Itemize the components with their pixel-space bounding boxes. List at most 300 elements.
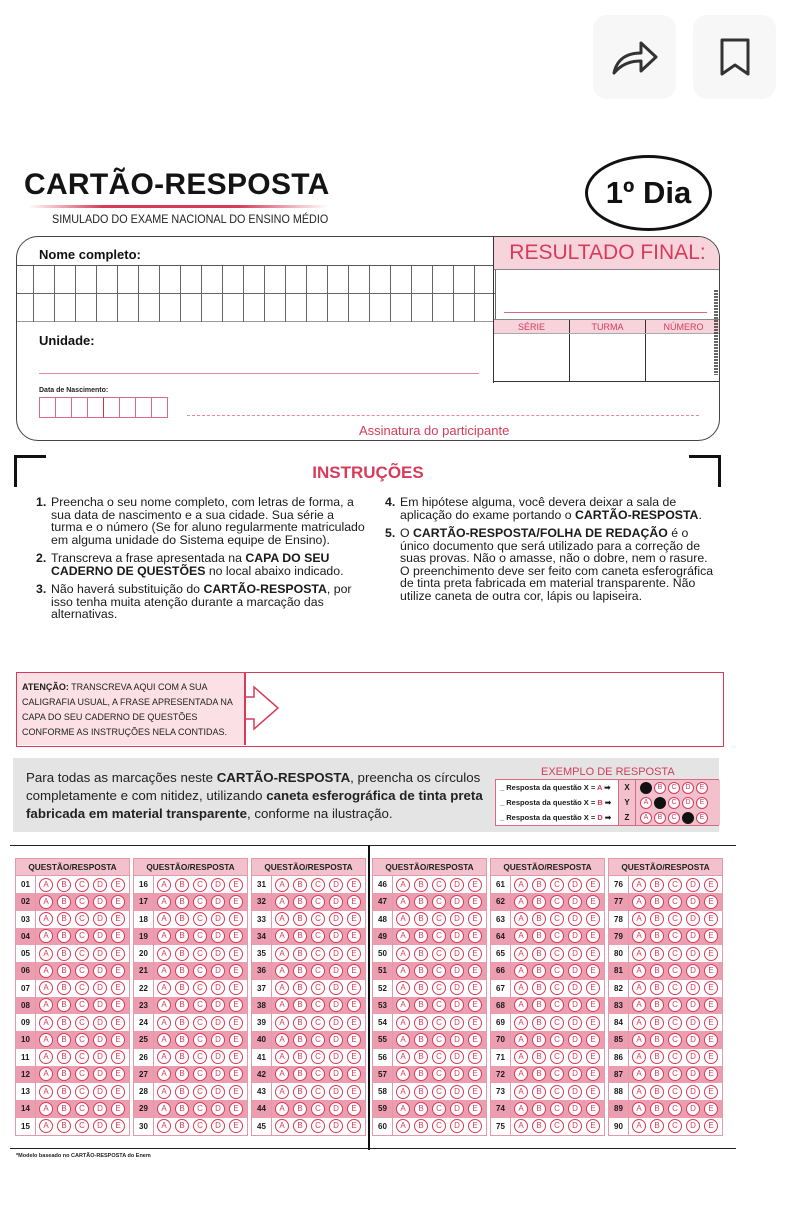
answer-bubble-d[interactable]: D [568, 1067, 582, 1081]
answer-bubble-e[interactable]: E [111, 912, 125, 926]
answer-bubble-c[interactable]: C [193, 964, 207, 978]
answer-bubble-e[interactable]: E [704, 1016, 718, 1030]
answer-bubble-c[interactable]: C [668, 964, 682, 978]
name-letter-box[interactable] [244, 294, 265, 322]
answer-bubble-b[interactable]: B [175, 1033, 189, 1047]
answer-bubble-d[interactable]: D [568, 981, 582, 995]
answer-bubble-a[interactable]: A [514, 981, 528, 995]
answer-bubble-d[interactable]: D [450, 895, 464, 909]
answer-bubble-e[interactable]: E [347, 912, 361, 926]
answer-bubble-b[interactable]: B [650, 1085, 664, 1099]
answer-bubble-b[interactable]: B [650, 1119, 664, 1133]
answer-bubble-e[interactable]: E [229, 1067, 243, 1081]
answer-bubble-b[interactable]: B [293, 998, 307, 1012]
answer-bubble-a[interactable]: A [632, 1016, 646, 1030]
answer-bubble-b[interactable]: B [57, 981, 71, 995]
answer-bubble-a[interactable]: A [396, 1016, 410, 1030]
answer-bubble-d[interactable]: D [568, 929, 582, 943]
answer-bubble-c[interactable]: C [668, 1085, 682, 1099]
answer-bubble-e[interactable]: E [586, 947, 600, 961]
name-letter-box[interactable] [55, 266, 76, 294]
answer-bubble-e[interactable]: E [111, 929, 125, 943]
dob-box[interactable] [151, 397, 168, 418]
name-letter-box[interactable] [349, 266, 370, 294]
answer-bubble-a[interactable]: A [275, 947, 289, 961]
answer-bubble-a[interactable]: A [514, 1085, 528, 1099]
answer-bubble-e[interactable]: E [111, 1119, 125, 1133]
name-letter-box[interactable] [391, 294, 412, 322]
answer-bubble-e[interactable]: E [704, 1119, 718, 1133]
answer-bubble-e[interactable]: E [704, 878, 718, 892]
answer-bubble-b[interactable]: B [650, 912, 664, 926]
answer-bubble-c[interactable]: C [311, 895, 325, 909]
answer-bubble-c[interactable]: C [75, 1016, 89, 1030]
name-letter-box[interactable] [34, 266, 55, 294]
answer-bubble-b[interactable]: B [532, 1102, 546, 1116]
answer-bubble-a[interactable]: A [396, 1119, 410, 1133]
answer-bubble-d[interactable]: D [450, 1016, 464, 1030]
answer-bubble-a[interactable]: A [39, 947, 53, 961]
answer-bubble-b[interactable]: B [532, 929, 546, 943]
answer-bubble-b[interactable]: B [57, 929, 71, 943]
answer-bubble-d[interactable]: D [450, 1050, 464, 1064]
answer-bubble-a[interactable]: A [39, 895, 53, 909]
answer-bubble-d[interactable]: D [568, 964, 582, 978]
answer-bubble-d[interactable]: D [329, 895, 343, 909]
answer-bubble-c[interactable]: C [193, 895, 207, 909]
dob-input-boxes[interactable] [39, 397, 167, 418]
answer-bubble-d[interactable]: D [686, 1119, 700, 1133]
answer-bubble-c[interactable]: C [550, 947, 564, 961]
answer-bubble-d[interactable]: D [686, 1033, 700, 1047]
answer-bubble-b[interactable]: B [532, 1085, 546, 1099]
answer-bubble-a[interactable]: A [39, 1067, 53, 1081]
answer-bubble-d[interactable]: D [211, 895, 225, 909]
answer-bubble-e[interactable]: E [468, 895, 482, 909]
answer-bubble-a[interactable]: A [396, 1102, 410, 1116]
name-letter-box[interactable] [265, 294, 286, 322]
answer-bubble-e[interactable]: E [468, 1016, 482, 1030]
answer-bubble-e[interactable]: E [347, 981, 361, 995]
answer-bubble-d[interactable]: D [93, 1067, 107, 1081]
answer-bubble-a[interactable]: A [514, 1050, 528, 1064]
answer-bubble-c[interactable]: C [193, 1016, 207, 1030]
answer-bubble-c[interactable]: C [550, 998, 564, 1012]
answer-bubble-d[interactable]: D [211, 981, 225, 995]
answer-bubble-d[interactable]: D [686, 1102, 700, 1116]
answer-bubble-d[interactable]: D [450, 1067, 464, 1081]
answer-bubble-c[interactable]: C [432, 964, 446, 978]
answer-bubble-b[interactable]: B [293, 1067, 307, 1081]
answer-bubble-a[interactable]: A [514, 1033, 528, 1047]
answer-bubble-d[interactable]: D [329, 1119, 343, 1133]
answer-bubble-e[interactable]: E [111, 964, 125, 978]
answer-bubble-b[interactable]: B [175, 895, 189, 909]
answer-bubble-d[interactable]: D [568, 1119, 582, 1133]
answer-bubble-e[interactable]: E [586, 1050, 600, 1064]
answer-bubble-b[interactable]: B [532, 895, 546, 909]
answer-bubble-b[interactable]: B [532, 998, 546, 1012]
answer-bubble-a[interactable]: A [632, 912, 646, 926]
answer-bubble-a[interactable]: A [157, 912, 171, 926]
answer-bubble-e[interactable]: E [586, 964, 600, 978]
answer-bubble-d[interactable]: D [450, 1033, 464, 1047]
answer-bubble-e[interactable]: E [468, 947, 482, 961]
answer-bubble-b[interactable]: B [532, 1016, 546, 1030]
answer-bubble-b[interactable]: B [414, 1016, 428, 1030]
answer-bubble-d[interactable]: D [93, 912, 107, 926]
answer-bubble-c[interactable]: C [550, 1119, 564, 1133]
answer-bubble-c[interactable]: C [550, 929, 564, 943]
answer-bubble-b[interactable]: B [57, 1016, 71, 1030]
answer-bubble-a[interactable]: A [514, 1102, 528, 1116]
answer-bubble-d[interactable]: D [93, 947, 107, 961]
answer-bubble-d[interactable]: D [329, 947, 343, 961]
answer-bubble-e[interactable]: E [704, 1085, 718, 1099]
answer-bubble-d[interactable]: D [568, 947, 582, 961]
answer-bubble-e[interactable]: E [111, 878, 125, 892]
answer-bubble-b[interactable]: B [414, 1085, 428, 1099]
answer-bubble-c[interactable]: C [193, 998, 207, 1012]
name-letter-box[interactable] [433, 294, 454, 322]
name-letter-box[interactable] [160, 294, 181, 322]
answer-bubble-a[interactable]: A [157, 1085, 171, 1099]
answer-bubble-e[interactable]: E [347, 1102, 361, 1116]
answer-bubble-d[interactable]: D [568, 1016, 582, 1030]
answer-bubble-e[interactable]: E [229, 1119, 243, 1133]
answer-bubble-b[interactable]: B [57, 1119, 71, 1133]
answer-bubble-a[interactable]: A [157, 998, 171, 1012]
answer-bubble-c[interactable]: C [668, 981, 682, 995]
answer-bubble-d[interactable]: D [686, 964, 700, 978]
answer-bubble-b[interactable]: B [414, 895, 428, 909]
answer-bubble-b[interactable]: B [650, 1067, 664, 1081]
answer-bubble-a[interactable]: A [514, 1067, 528, 1081]
answer-bubble-e[interactable]: E [111, 947, 125, 961]
answer-bubble-c[interactable]: C [550, 1050, 564, 1064]
answer-bubble-c[interactable]: C [550, 878, 564, 892]
answer-bubble-a[interactable]: A [275, 1067, 289, 1081]
answer-bubble-c[interactable]: C [432, 1067, 446, 1081]
answer-bubble-c[interactable]: C [193, 1102, 207, 1116]
answer-bubble-a[interactable]: A [157, 964, 171, 978]
answer-bubble-b[interactable]: B [57, 964, 71, 978]
answer-bubble-a[interactable]: A [39, 981, 53, 995]
answer-bubble-b[interactable]: B [175, 1067, 189, 1081]
answer-bubble-d[interactable]: D [211, 1067, 225, 1081]
answer-bubble-a[interactable]: A [275, 912, 289, 926]
answer-bubble-d[interactable]: D [211, 1085, 225, 1099]
answer-bubble-b[interactable]: B [414, 1102, 428, 1116]
name-letter-box[interactable] [118, 266, 139, 294]
answer-bubble-c[interactable]: C [432, 947, 446, 961]
answer-bubble-d[interactable]: D [93, 1050, 107, 1064]
answer-bubble-e[interactable]: E [704, 998, 718, 1012]
answer-bubble-e[interactable]: E [229, 1085, 243, 1099]
answer-bubble-c[interactable]: C [311, 1067, 325, 1081]
answer-bubble-b[interactable]: B [293, 1033, 307, 1047]
answer-bubble-c[interactable]: C [550, 1085, 564, 1099]
name-letter-box[interactable] [223, 294, 244, 322]
answer-bubble-c[interactable]: C [311, 1085, 325, 1099]
answer-bubble-b[interactable]: B [532, 981, 546, 995]
answer-bubble-d[interactable]: D [211, 912, 225, 926]
answer-bubble-e[interactable]: E [229, 1016, 243, 1030]
answer-bubble-a[interactable]: A [632, 878, 646, 892]
answer-bubble-c[interactable]: C [550, 895, 564, 909]
answer-bubble-a[interactable]: A [632, 947, 646, 961]
name-letter-box[interactable] [139, 266, 160, 294]
answer-bubble-a[interactable]: A [632, 1102, 646, 1116]
answer-bubble-c[interactable]: C [75, 1085, 89, 1099]
answer-bubble-b[interactable]: B [532, 947, 546, 961]
answer-bubble-b[interactable]: B [414, 1119, 428, 1133]
answer-bubble-d[interactable]: D [329, 964, 343, 978]
answer-bubble-a[interactable]: A [396, 1050, 410, 1064]
answer-bubble-c[interactable]: C [550, 981, 564, 995]
answer-bubble-d[interactable]: D [211, 1102, 225, 1116]
answer-bubble-d[interactable]: D [211, 878, 225, 892]
answer-bubble-c[interactable]: C [668, 1050, 682, 1064]
answer-bubble-e[interactable]: E [468, 998, 482, 1012]
answer-bubble-e[interactable]: E [111, 1033, 125, 1047]
name-letter-box[interactable] [307, 294, 328, 322]
name-letter-box[interactable] [97, 266, 118, 294]
answer-bubble-a[interactable]: A [275, 1050, 289, 1064]
answer-bubble-e[interactable]: E [229, 895, 243, 909]
name-letter-box[interactable] [370, 266, 391, 294]
answer-bubble-a[interactable]: A [39, 998, 53, 1012]
answer-bubble-a[interactable]: A [632, 929, 646, 943]
answer-bubble-b[interactable]: B [293, 929, 307, 943]
answer-bubble-a[interactable]: A [632, 1050, 646, 1064]
answer-bubble-b[interactable]: B [57, 895, 71, 909]
answer-bubble-e[interactable]: E [347, 1033, 361, 1047]
answer-bubble-a[interactable]: A [514, 998, 528, 1012]
name-letter-box[interactable] [244, 266, 265, 294]
name-letter-box[interactable] [76, 294, 97, 322]
answer-bubble-b[interactable]: B [175, 947, 189, 961]
answer-bubble-b[interactable]: B [293, 878, 307, 892]
answer-bubble-e[interactable]: E [111, 1102, 125, 1116]
answer-bubble-c[interactable]: C [75, 964, 89, 978]
answer-bubble-b[interactable]: B [532, 912, 546, 926]
answer-bubble-e[interactable]: E [468, 1050, 482, 1064]
answer-bubble-e[interactable]: E [586, 1119, 600, 1133]
answer-bubble-e[interactable]: E [111, 1016, 125, 1030]
answer-bubble-d[interactable]: D [211, 929, 225, 943]
answer-bubble-d[interactable]: D [329, 998, 343, 1012]
answer-bubble-e[interactable]: E [229, 878, 243, 892]
answer-bubble-a[interactable]: A [396, 1067, 410, 1081]
answer-bubble-b[interactable]: B [532, 1067, 546, 1081]
answer-bubble-b[interactable]: B [57, 998, 71, 1012]
answer-bubble-d[interactable]: D [93, 998, 107, 1012]
answer-bubble-d[interactable]: D [329, 912, 343, 926]
answer-bubble-e[interactable]: E [347, 929, 361, 943]
answer-bubble-d[interactable]: D [450, 981, 464, 995]
answer-bubble-a[interactable]: A [157, 1016, 171, 1030]
answer-bubble-c[interactable]: C [193, 1067, 207, 1081]
answer-bubble-d[interactable]: D [329, 1102, 343, 1116]
answer-bubble-b[interactable]: B [414, 1050, 428, 1064]
share-button[interactable] [593, 15, 676, 99]
answer-bubble-a[interactable]: A [39, 1119, 53, 1133]
answer-bubble-b[interactable]: B [414, 998, 428, 1012]
answer-bubble-e[interactable]: E [586, 1016, 600, 1030]
answer-bubble-a[interactable]: A [514, 947, 528, 961]
name-letter-box[interactable] [181, 266, 202, 294]
answer-bubble-b[interactable]: B [650, 981, 664, 995]
answer-bubble-b[interactable]: B [57, 1050, 71, 1064]
answer-bubble-e[interactable]: E [586, 981, 600, 995]
answer-bubble-b[interactable]: B [57, 1102, 71, 1116]
answer-bubble-d[interactable]: D [686, 981, 700, 995]
answer-bubble-d[interactable]: D [93, 981, 107, 995]
answer-bubble-a[interactable]: A [396, 912, 410, 926]
answer-bubble-c[interactable]: C [75, 981, 89, 995]
answer-bubble-e[interactable]: E [111, 1067, 125, 1081]
answer-bubble-e[interactable]: E [229, 1102, 243, 1116]
answer-bubble-e[interactable]: E [347, 998, 361, 1012]
answer-bubble-d[interactable]: D [568, 895, 582, 909]
answer-bubble-a[interactable]: A [514, 1119, 528, 1133]
answer-bubble-d[interactable]: D [93, 929, 107, 943]
answer-bubble-b[interactable]: B [532, 1033, 546, 1047]
answer-bubble-a[interactable]: A [275, 1085, 289, 1099]
answer-bubble-a[interactable]: A [514, 912, 528, 926]
answer-bubble-e[interactable]: E [468, 1102, 482, 1116]
answer-bubble-a[interactable]: A [39, 964, 53, 978]
answer-bubble-a[interactable]: A [39, 1016, 53, 1030]
answer-bubble-b[interactable]: B [57, 912, 71, 926]
answer-bubble-a[interactable]: A [632, 1085, 646, 1099]
answer-bubble-c[interactable]: C [193, 1033, 207, 1047]
answer-bubble-b[interactable]: B [57, 878, 71, 892]
answer-bubble-a[interactable]: A [157, 947, 171, 961]
dob-box[interactable] [103, 397, 120, 418]
answer-bubble-b[interactable]: B [175, 964, 189, 978]
answer-bubble-b[interactable]: B [650, 947, 664, 961]
answer-bubble-c[interactable]: C [432, 1016, 446, 1030]
answer-bubble-b[interactable]: B [532, 964, 546, 978]
answer-bubble-c[interactable]: C [432, 998, 446, 1012]
answer-bubble-a[interactable]: A [157, 1050, 171, 1064]
answer-bubble-e[interactable]: E [347, 895, 361, 909]
answer-bubble-c[interactable]: C [432, 1102, 446, 1116]
answer-bubble-a[interactable]: A [275, 964, 289, 978]
answer-bubble-e[interactable]: E [586, 929, 600, 943]
answer-bubble-e[interactable]: E [704, 912, 718, 926]
answer-bubble-d[interactable]: D [93, 964, 107, 978]
answer-bubble-a[interactable]: A [514, 878, 528, 892]
answer-bubble-e[interactable]: E [586, 912, 600, 926]
answer-bubble-e[interactable]: E [468, 1067, 482, 1081]
answer-bubble-e[interactable]: E [229, 947, 243, 961]
answer-bubble-b[interactable]: B [414, 964, 428, 978]
answer-bubble-c[interactable]: C [311, 1033, 325, 1047]
answer-bubble-d[interactable]: D [329, 1050, 343, 1064]
answer-bubble-d[interactable]: D [686, 912, 700, 926]
answer-bubble-e[interactable]: E [111, 1085, 125, 1099]
answer-bubble-a[interactable]: A [514, 895, 528, 909]
answer-bubble-b[interactable]: B [293, 912, 307, 926]
answer-bubble-c[interactable]: C [311, 947, 325, 961]
answer-bubble-d[interactable]: D [329, 878, 343, 892]
answer-bubble-d[interactable]: D [211, 1016, 225, 1030]
answer-bubble-c[interactable]: C [75, 1033, 89, 1047]
answer-bubble-b[interactable]: B [293, 981, 307, 995]
dob-box[interactable] [55, 397, 72, 418]
answer-bubble-a[interactable]: A [275, 1102, 289, 1116]
answer-bubble-c[interactable]: C [668, 1016, 682, 1030]
answer-bubble-d[interactable]: D [568, 912, 582, 926]
answer-bubble-b[interactable]: B [414, 912, 428, 926]
answer-bubble-c[interactable]: C [432, 929, 446, 943]
answer-bubble-c[interactable]: C [311, 964, 325, 978]
answer-bubble-d[interactable]: D [329, 981, 343, 995]
answer-bubble-b[interactable]: B [650, 929, 664, 943]
answer-bubble-a[interactable]: A [275, 1119, 289, 1133]
answer-bubble-a[interactable]: A [632, 895, 646, 909]
bookmark-button[interactable] [693, 15, 776, 99]
answer-bubble-b[interactable]: B [414, 947, 428, 961]
answer-bubble-d[interactable]: D [450, 1102, 464, 1116]
answer-bubble-e[interactable]: E [229, 1050, 243, 1064]
answer-bubble-c[interactable]: C [550, 964, 564, 978]
name-letter-box[interactable] [34, 294, 55, 322]
answer-bubble-c[interactable]: C [432, 912, 446, 926]
answer-bubble-e[interactable]: E [347, 1119, 361, 1133]
answer-bubble-b[interactable]: B [175, 1085, 189, 1099]
answer-bubble-b[interactable]: B [414, 981, 428, 995]
answer-bubble-e[interactable]: E [347, 1050, 361, 1064]
answer-bubble-c[interactable]: C [75, 912, 89, 926]
answer-bubble-c[interactable]: C [550, 1102, 564, 1116]
answer-bubble-d[interactable]: D [450, 929, 464, 943]
answer-bubble-c[interactable]: C [432, 1050, 446, 1064]
answer-bubble-d[interactable]: D [450, 947, 464, 961]
name-letter-box[interactable] [391, 266, 412, 294]
answer-bubble-b[interactable]: B [650, 1033, 664, 1047]
answer-bubble-a[interactable]: A [396, 964, 410, 978]
answer-bubble-c[interactable]: C [75, 1119, 89, 1133]
answer-bubble-d[interactable]: D [450, 1119, 464, 1133]
answer-bubble-e[interactable]: E [704, 1067, 718, 1081]
answer-bubble-c[interactable]: C [432, 1085, 446, 1099]
answer-bubble-b[interactable]: B [175, 981, 189, 995]
answer-bubble-c[interactable]: C [668, 1102, 682, 1116]
answer-bubble-e[interactable]: E [704, 964, 718, 978]
answer-bubble-b[interactable]: B [57, 1033, 71, 1047]
answer-bubble-c[interactable]: C [193, 912, 207, 926]
answer-bubble-c[interactable]: C [668, 1119, 682, 1133]
name-letter-box[interactable] [454, 294, 475, 322]
answer-bubble-a[interactable]: A [275, 981, 289, 995]
answer-bubble-b[interactable]: B [175, 1102, 189, 1116]
answer-bubble-c[interactable]: C [311, 912, 325, 926]
answer-bubble-b[interactable]: B [293, 964, 307, 978]
answer-bubble-e[interactable]: E [229, 929, 243, 943]
answer-bubble-b[interactable]: B [650, 1050, 664, 1064]
answer-bubble-e[interactable]: E [229, 981, 243, 995]
answer-bubble-a[interactable]: A [157, 878, 171, 892]
name-letter-box[interactable] [97, 294, 118, 322]
answer-bubble-c[interactable]: C [193, 929, 207, 943]
answer-bubble-a[interactable]: A [39, 1033, 53, 1047]
answer-bubble-a[interactable]: A [39, 1102, 53, 1116]
answer-bubble-a[interactable]: A [396, 878, 410, 892]
